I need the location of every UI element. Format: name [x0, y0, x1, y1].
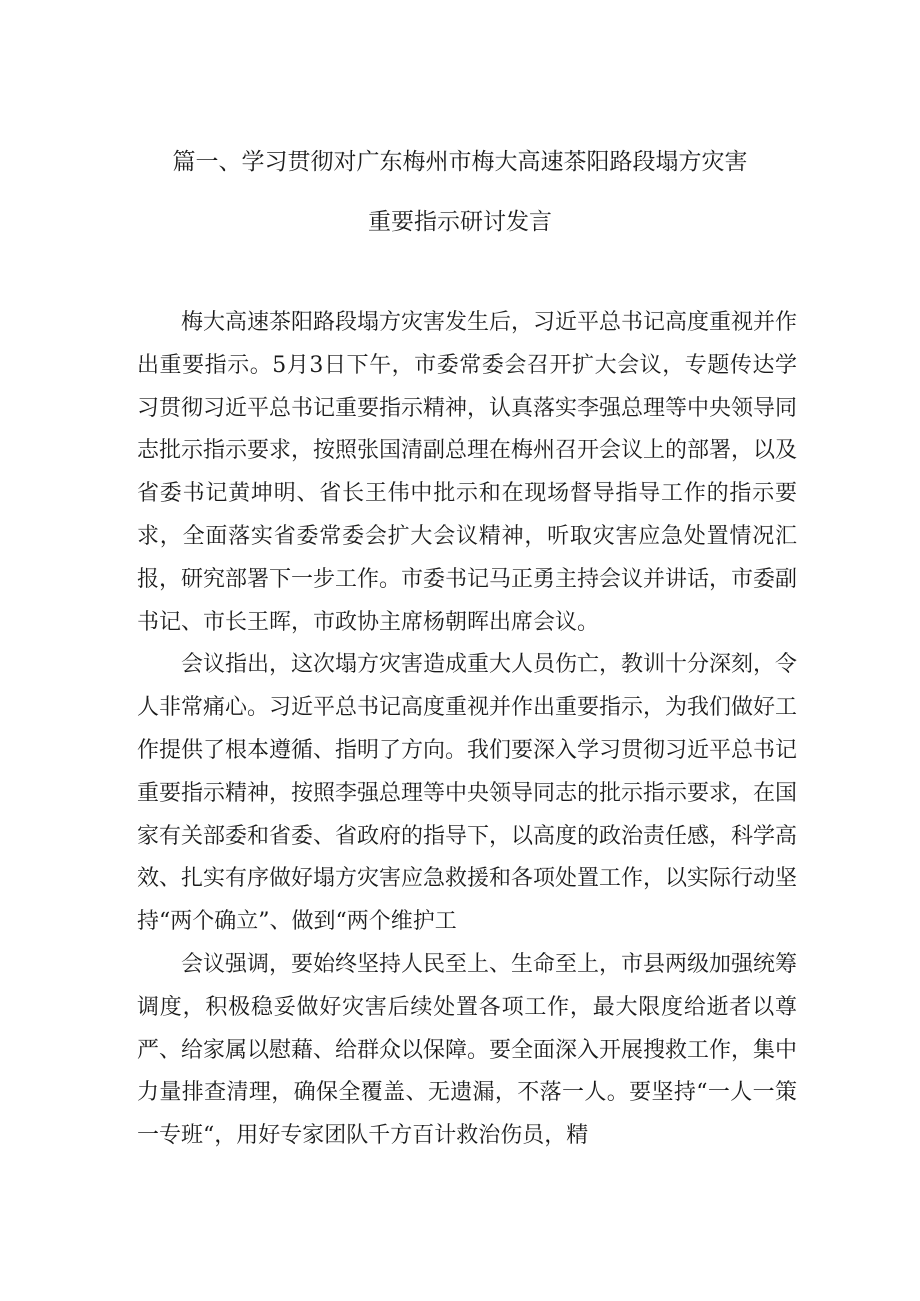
paragraph-2: 会议指出，这次塌方灾害造成重大人员伤亡，教训十分深刻，令人非常痛心。习近平总书记高度重视并作出重要指示，为我们做好工作提供了根本遵循、指明了方向。我们要深入学习贯彻习近平总书记重要指示精神，按照李强总理等中央领导同志的批示指示要求，在国家有关部委和省委、省政府的指导下，以高度的政治责任感，科学高效、扎实有序做好塌方灾害应急救援和各项处置工作，以实际行动坚持“两个确立”、做到“两个维护工 [137, 652, 798, 935]
paragraph-3: 会议强调，要始终坚持人民至上、生命至上，市县两级加强统筹调度，积极稳妥做好灾害后续处置各项工作，最大限度给逝者以尊严、给家属以慰藉、给群众以保障。要全面深入开展搜救工作，集中力量排查清理，确保全覆盖、无遗漏，不落一人。要坚持“一人一策一专班“，用好专家团队千方百计救治伤员，精 [137, 951, 798, 1149]
paragraph-1: 梅大高速茶阳路段塌方灾害发生后，习近平总书记高度重视并作出重要指示。5月3日下午，市委常委会召开扩大会议，专题传达学习贯彻习近平总书记重要指示精神，认真落实李强总理等中央领导同志批示指示要求，按照张国清副总理在梅州召开会议上的部署，以及省委书记黄坤明、省长王伟中批示和在现场督导指导工作的指示要求，全面落实省委常委会扩大会议精神，听取灾害应急处置情况汇报，研究部署下一步工作。市委书记马正勇主持会议并讲话，市委副书记、市长王晖，市政协主席杨朝晖出席会议。 [137, 310, 798, 635]
document-title-line-1: 篇一、学习贯彻对广东梅州市梅大高速茶阳路段塌方灾害 [172, 149, 748, 175]
document-body [137, 302, 797, 1158]
document-title-line-2: 重要指示研讨发言 [368, 209, 552, 235]
